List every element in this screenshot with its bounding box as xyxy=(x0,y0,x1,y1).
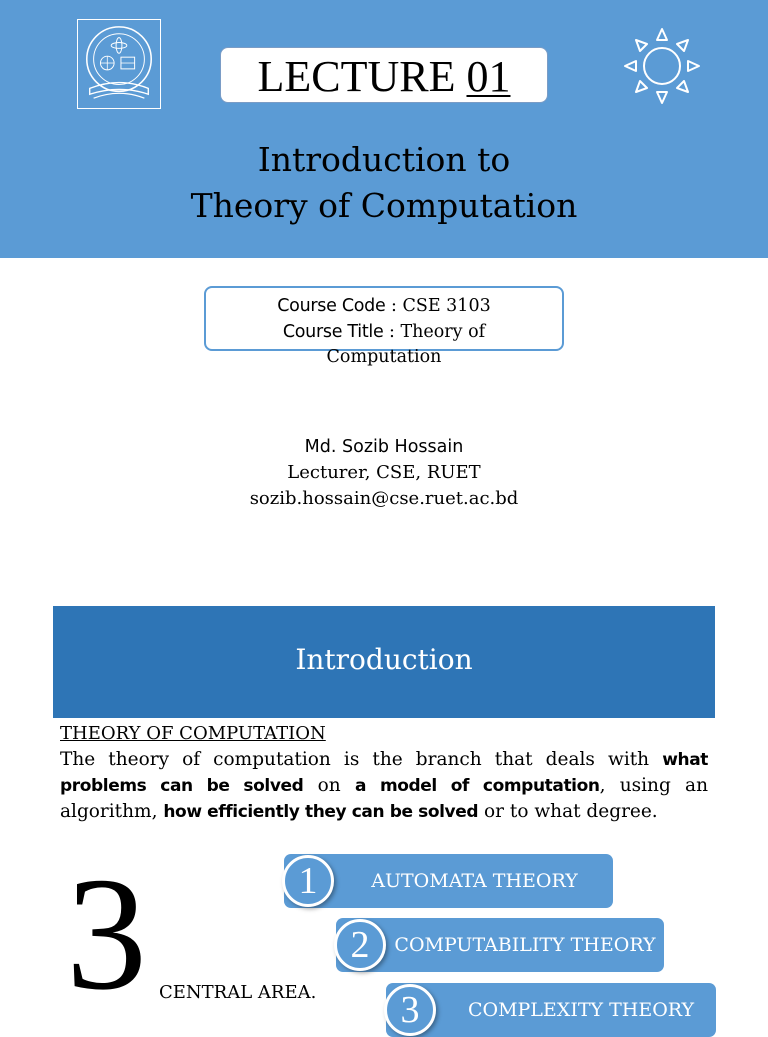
course-title-label: Course Title xyxy=(282,322,384,342)
para-bold-2: a model of computation xyxy=(354,776,600,796)
para-text-4: or to what degree. xyxy=(478,801,658,822)
lecture-word: LECTURE xyxy=(257,52,456,101)
introduction-heading: Introduction xyxy=(295,643,473,676)
slide-title-line-2: Theory of Computation xyxy=(190,186,578,225)
course-code-line xyxy=(204,294,564,318)
course-title-value: : Theory of xyxy=(383,322,486,342)
para-text-1: The theory of computation is the branch that deals with xyxy=(60,749,663,770)
area-label: COMPUTABILITY THEORY xyxy=(394,934,656,956)
university-logo-icon xyxy=(77,19,161,109)
sun-icon xyxy=(622,26,702,106)
area-label: AUTOMATA THEORY xyxy=(371,870,578,892)
area-number-badge: 3 xyxy=(384,984,436,1036)
section-subheading: THEORY OF COMPUTATION xyxy=(60,723,326,744)
course-title-continuation: Computation xyxy=(326,347,442,367)
lecture-number-box xyxy=(220,47,548,103)
slide-title-line-1: Introduction to xyxy=(257,140,511,179)
para-text-2: on xyxy=(303,775,355,796)
header-banner xyxy=(0,0,768,258)
course-code-label: Course Code xyxy=(277,296,386,316)
course-code-value: : CSE 3103 xyxy=(385,296,491,316)
introduction-header-bar xyxy=(53,606,715,718)
central-area-count: 3 xyxy=(66,845,147,1024)
central-area-caption: CENTRAL AREA. xyxy=(159,982,317,1003)
area-item-complexity xyxy=(386,983,716,1037)
area-number-badge: 2 xyxy=(334,919,386,971)
course-title-line xyxy=(204,320,564,344)
author-role: Lecturer, CSE, RUET xyxy=(287,462,481,483)
area-label: COMPLEXITY THEORY xyxy=(467,999,695,1021)
area-item-computability xyxy=(336,918,664,972)
para-bold-3: how efficiently they can be solved xyxy=(163,802,479,822)
author-email: sozib.hossain@cse.ruet.ac.bd xyxy=(249,488,519,509)
lecture-number: 01 xyxy=(466,52,511,101)
definition-paragraph xyxy=(60,747,708,825)
para-bold-1: what problems can be solved xyxy=(60,750,708,796)
area-item-automata xyxy=(284,854,613,908)
para-text-3: , using an algorithm, xyxy=(60,775,709,822)
area-number-badge: 1 xyxy=(282,855,334,907)
author-name: Md. Sozib Hossain xyxy=(304,437,464,457)
